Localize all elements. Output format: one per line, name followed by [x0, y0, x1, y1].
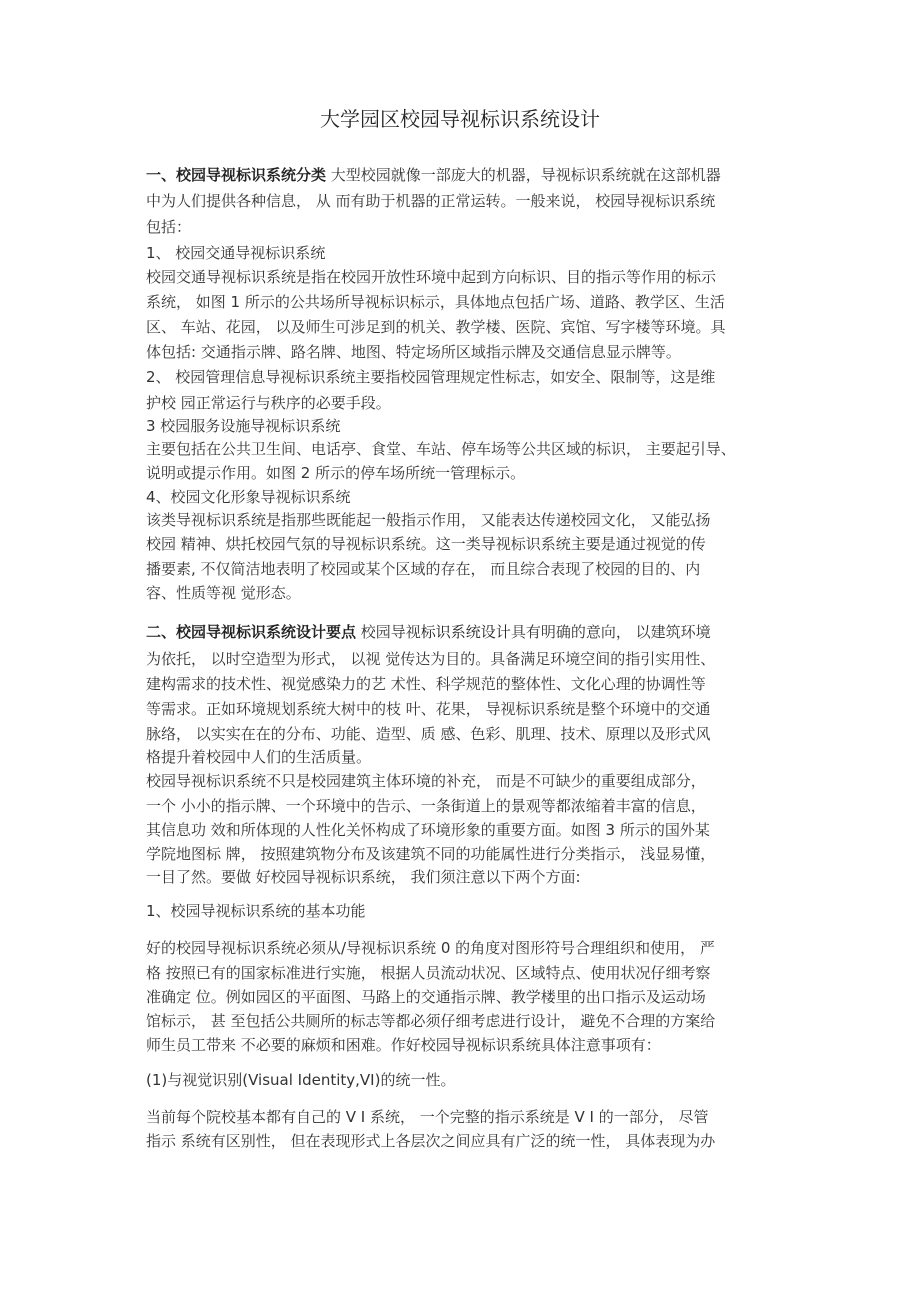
paragraph-line: 一目了然。要做 好校园导视标识系统， 我们须注意以下两个方面: [146, 868, 581, 886]
paragraph-line: 格提升着校园中人们的生活质量。 [146, 748, 372, 766]
subheading-basic-function: 1、校园导视标识系统的基本功能 [146, 902, 366, 920]
paragraph-line: 指示 系统有区别性， 但在表现形式上各层次之间应具有广泛的统一性， 具体表现为办 [146, 1132, 716, 1150]
paragraph-line: 校园交通导视标识系统是指在校园开放性环境中起到方向标识、目的指示等作用的标示 [146, 268, 717, 286]
paragraph-line: 中为人们提供各种信息， 从 而有助于机器的正常运转。一般来说， 校园导视标识系统 [146, 192, 716, 210]
paragraph-line: 脉络， 以实实在在的分布、功能、造型、质 感、色彩、肌理、技术、原理以及形式风 [146, 725, 711, 743]
paragraph-line: 其信息功 效和所体现的人性化关怀构成了环境形象的重要方面。如图 3 所示的国外某 [146, 821, 710, 839]
item-3-title: 3 校园服务设施导视标识系统 [146, 417, 341, 435]
paragraph-line: 区、 车站、花园， 以及师生可涉足到的机关、教学楼、医院、宾馆、写字楼等环境。具 [146, 318, 726, 336]
paragraph-line: 准确定 位。例如园区的平面图、马路上的交通指示牌、教学楼里的出口指示及运动场 [146, 988, 706, 1006]
paragraph-line: 护校 园正常运行与秩序的必要手段。 [146, 394, 391, 412]
section-2-text: 具有明确的意向， 以建筑环境 [510, 623, 711, 641]
paragraph-line: 格 按照已有的国家标准进行实施， 根据人员流动状况、区域特点、使用状况仔细考察 [146, 964, 711, 982]
section-1-line-1 [146, 164, 721, 186]
subheading-vi-unity: (1)与视觉识别(Visual Identity,VI)的统一性。 [146, 1071, 456, 1089]
item-1-title: 1、 校园交通导视标识系统 [146, 244, 326, 262]
document-title: 大学园区校园导视标识系统设计 [320, 107, 600, 131]
section-1-text: 大型校园就像一部庞大的机器，导视标识系统就在这部机器 [326, 166, 721, 184]
paragraph-line: 该类导视标识系统是指那些既能起一般指示作用， 又能表达传递校园文化， 又能弘扬 [146, 511, 711, 529]
paragraph-line: 播要素, 不仅简洁地表明了校园或某个区域的存在， 而且综合表现了校园的目的、内 [146, 560, 701, 578]
section-2-keyword: 标识系统设计 [420, 623, 511, 641]
paragraph-line: 学院地图标 牌， 按照建筑物分布及该建筑不同的功能属性进行分类指示， 浅显易懂， [146, 845, 716, 863]
paragraph-line: 一个 小小的指示牌、一个环境中的告示、一条街道上的景观等都浓缩着丰富的信息， [146, 797, 706, 815]
paragraph-line: 好的校园导视标识系统必须从/导视标识系统 0 的角度对图形符号合理组织和使用， 严 [146, 939, 715, 957]
paragraph-line: 当前每个院校基本都有自己的 V I 系统， 一个完整的指示系统是 V I 的一部分， 尽管 [146, 1108, 709, 1126]
paragraph-line: 说明或提示作用。如图 2 所示的停车场所统一管理标示。 [146, 464, 526, 482]
paragraph-line: 为依托， 以时空造型为形式， 以视 觉传达为目的。具备满足环境空间的指引实用性、 [146, 650, 716, 668]
section-2-line-1 [146, 621, 711, 643]
item-4-title: 4、校园文化形象导视标识系统 [146, 488, 351, 506]
paragraph-line: 包括： [146, 218, 192, 236]
paragraph-line: 体包括: 交通指示牌、路名牌、地图、特定场所区域指示牌及交通信息显示牌等。 [146, 343, 681, 361]
paragraph-line: 建构需求的技术性、视觉感染力的艺 术性、科学规范的整体性、文化心理的协调性等 [146, 675, 706, 693]
paragraph-line: 馆标示， 甚 至包括公共厕所的标志等都必须仔细考虑进行设计， 避免不合理的方案给 [146, 1012, 716, 1030]
paragraph-line: 等需求。正如环境规划系统大树中的枝 叶、花果， 导视标识系统是整个环境中的交通 [146, 700, 711, 718]
section-1-heading: 一、校园导视标识系统分类 [146, 166, 327, 184]
item-2-line-1: 2、 校园管理信息导视标识系统主要指校园管理规定性标志，如安全、限制等，这是维 [146, 368, 716, 386]
paragraph-line: 校园 精神、烘托校园气氛的导视标识系统。这一类导视标识系统主要是通过视觉的传 [146, 535, 706, 553]
paragraph-line: 校园导视标识系统不只是校园建筑主体环境的补充， 而是不可缺少的重要组成部分， [146, 772, 706, 790]
paragraph-line: 容、性质等视 觉形态。 [146, 584, 301, 602]
paragraph-line: 主要包括在公共卫生间、电话亭、食堂、车站、停车场等公共区域的标识， 主要起引导、 [146, 440, 736, 458]
paragraph-line: 师生员工带来 不必要的麻烦和困难。作好校园导视标识系统具体注意事项有： [146, 1036, 661, 1054]
section-2-text: 校园导视 [356, 623, 421, 641]
paragraph-line: 系统， 如图 1 所示的公共场所导视标识标示，具体地点包括广场、道路、教学区、生活 [146, 293, 725, 311]
section-2-heading: 二、校园导视标识系统设计要点 [146, 623, 357, 641]
